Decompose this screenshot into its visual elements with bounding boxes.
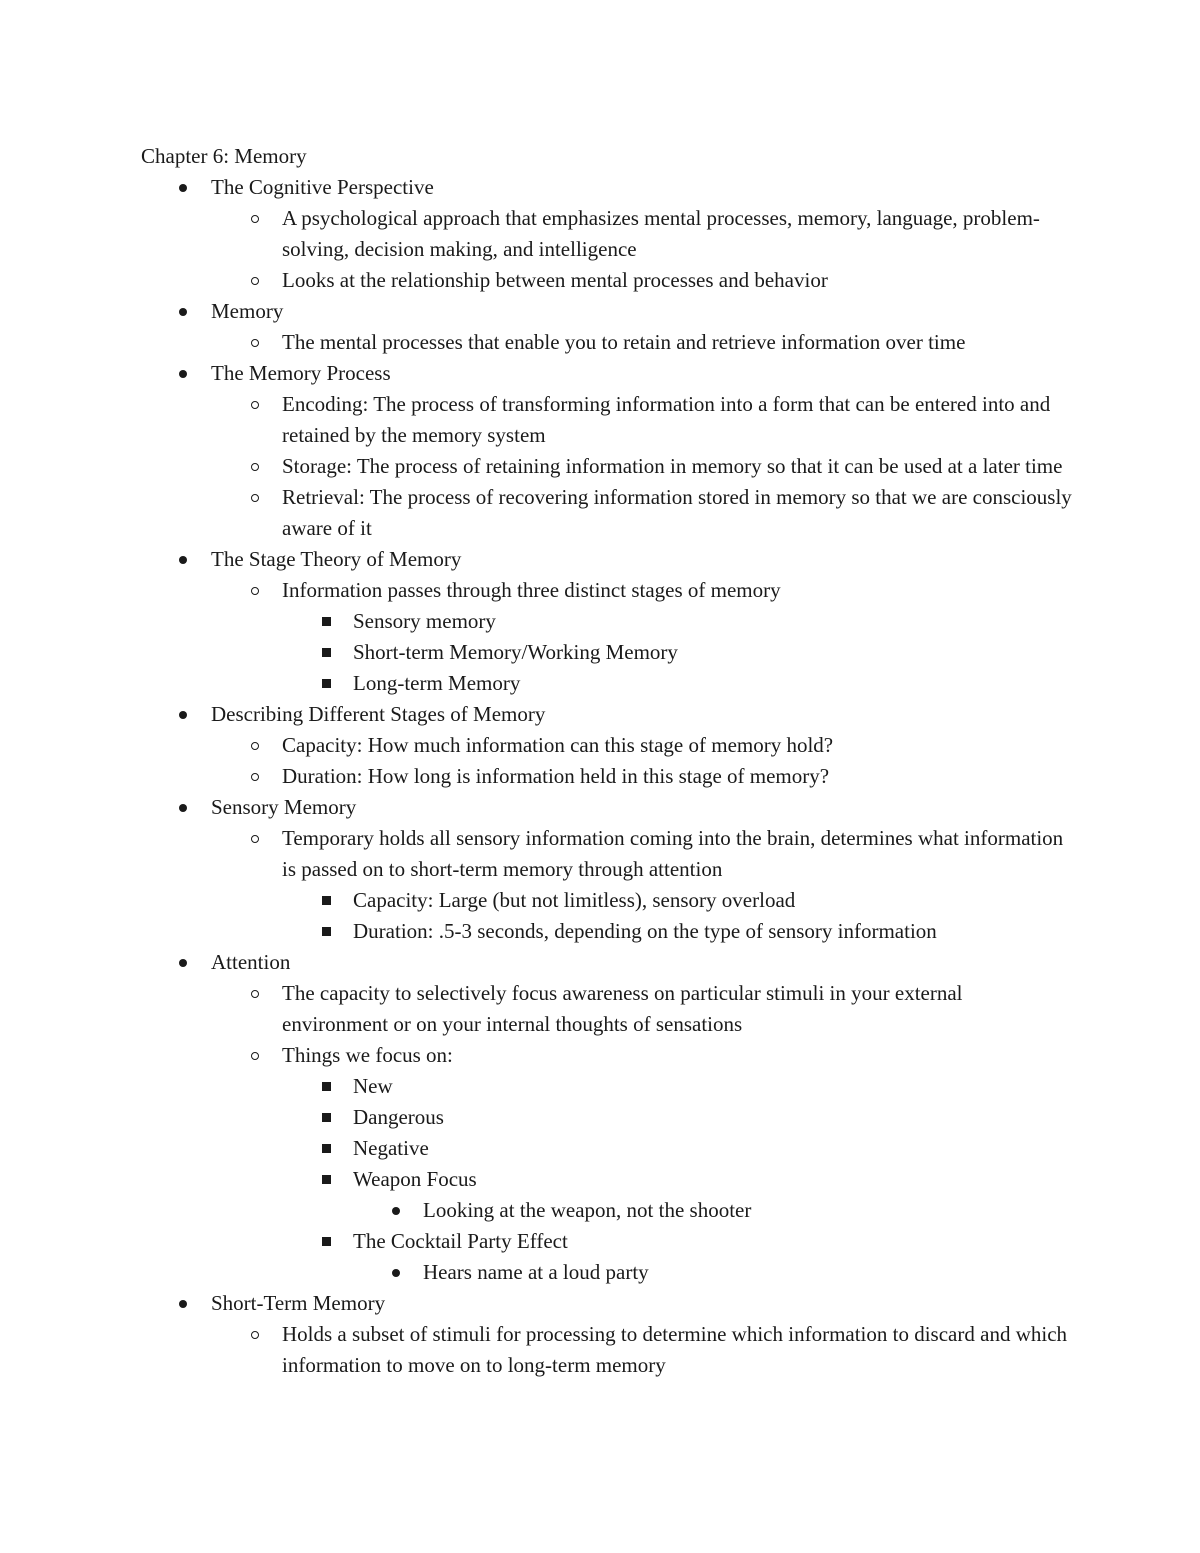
bullet-circle-icon [245, 1319, 265, 1350]
list-item-level-2 [0, 203, 1200, 265]
bullet-circle-icon [245, 761, 265, 792]
list-item-text: Short-term Memory/Working Memory [353, 640, 678, 664]
bullet-square-icon [316, 637, 336, 668]
list-item-level-2 [0, 1040, 1200, 1071]
list-item-text: The mental processes that enable you to retain and retrieve information over time [282, 330, 966, 354]
list-item-level-3 [0, 1164, 1200, 1195]
list-item-text: Short-Term Memory [211, 1291, 386, 1315]
list-item-level-3 [0, 637, 1200, 668]
list-item-level-2 [0, 265, 1200, 296]
bullet-square-icon [316, 606, 336, 637]
list-item-text: Things we focus on: [282, 1043, 453, 1067]
list-item-text: Duration: How long is information held in this stage of memory? [282, 764, 830, 788]
bullet-square-icon [316, 885, 336, 916]
list-item-level-1 [0, 792, 1200, 823]
list-item-level-1 [0, 544, 1200, 575]
list-item-level-2 [0, 451, 1200, 482]
bullet-disc-icon [173, 1288, 193, 1319]
list-item-text: Memory [211, 299, 284, 323]
list-item-text: Capacity: Large (but not limitless), sensory overload [353, 888, 796, 912]
list-item-level-2 [0, 575, 1200, 606]
list-item-text: Weapon Focus [353, 1167, 477, 1191]
list-item-level-1 [0, 358, 1200, 389]
list-item-level-3 [0, 606, 1200, 637]
bulleted-outline [0, 172, 1200, 1381]
bullet-circle-icon [245, 451, 265, 482]
list-item-text: Looking at the weapon, not the shooter [423, 1198, 752, 1222]
list-item-level-3 [0, 916, 1200, 947]
list-item-text: A psychological approach that emphasizes mental processes, memory, language, problem-solving, decision making, and intelligence [282, 206, 1040, 261]
bullet-disc-icon [173, 544, 193, 575]
list-item-text: Attention [211, 950, 291, 974]
bullet-circle-icon [245, 730, 265, 761]
list-item-text: The capacity to selectively focus awareness on particular stimuli in your external environment or on your internal thoughts of sensations [282, 981, 963, 1036]
page-title: Chapter 6: Memory [141, 144, 307, 168]
list-item-text: Storage: The process of retaining information in memory so that it can be used at a later time [282, 454, 1063, 478]
bullet-circle-icon [245, 482, 265, 513]
list-item-level-2 [0, 1319, 1200, 1381]
list-item-text: Long-term Memory [353, 671, 521, 695]
bullet-disc-icon [173, 358, 193, 389]
bullet-square-icon [316, 668, 336, 699]
list-item-text: New [353, 1074, 393, 1098]
bullet-square-icon [316, 1226, 336, 1257]
bullet-circle-icon [245, 575, 265, 606]
list-item-level-4 [0, 1195, 1200, 1226]
list-item-text: Temporary holds all sensory information coming into the brain, determines what information is passed on to short-term memory through attention [282, 826, 1064, 881]
list-item-level-3 [0, 885, 1200, 916]
list-item-text: Looks at the relationship between mental processes and behavior [282, 268, 828, 292]
bullet-circle-icon [245, 389, 265, 420]
list-item-text: Capacity: How much information can this stage of memory hold? [282, 733, 834, 757]
bullet-disc-icon [386, 1257, 406, 1288]
bullet-square-icon [316, 1071, 336, 1102]
list-item-level-2 [0, 482, 1200, 544]
bullet-disc-icon [386, 1195, 406, 1226]
list-item-level-2 [0, 823, 1200, 885]
bullet-square-icon [316, 1133, 336, 1164]
list-item-text: Negative [353, 1136, 429, 1160]
list-item-text: Holds a subset of stimuli for processing to determine which information to discard and which information to move on to long-term memory [282, 1322, 1068, 1377]
bullet-disc-icon [173, 792, 193, 823]
list-item-level-4 [0, 1257, 1200, 1288]
list-item-level-1 [0, 1288, 1200, 1319]
list-item-level-2 [0, 730, 1200, 761]
bullet-square-icon [316, 916, 336, 947]
list-item-text: Hears name at a loud party [423, 1260, 649, 1284]
bullet-square-icon [316, 1102, 336, 1133]
bullet-disc-icon [173, 699, 193, 730]
list-item-level-1 [0, 699, 1200, 730]
list-item-text: Describing Different Stages of Memory [211, 702, 546, 726]
list-item-level-2 [0, 978, 1200, 1040]
list-item-level-1 [0, 947, 1200, 978]
bullet-disc-icon [173, 172, 193, 203]
list-item-level-3 [0, 1102, 1200, 1133]
list-item-level-3 [0, 1071, 1200, 1102]
list-item-level-3 [0, 668, 1200, 699]
list-item-level-2 [0, 327, 1200, 358]
list-item-text: Duration: .5-3 seconds, depending on the type of sensory information [353, 919, 937, 943]
list-item-text: Information passes through three distinct stages of memory [282, 578, 781, 602]
bullet-circle-icon [245, 978, 265, 1009]
list-item-level-2 [0, 389, 1200, 451]
list-item-level-1 [0, 172, 1200, 203]
list-item-level-3 [0, 1133, 1200, 1164]
list-item-text: The Cocktail Party Effect [353, 1229, 568, 1253]
bullet-square-icon [316, 1164, 336, 1195]
list-item-level-2 [0, 761, 1200, 792]
bullet-circle-icon [245, 327, 265, 358]
bullet-circle-icon [245, 823, 265, 854]
list-item-text: The Cognitive Perspective [211, 175, 434, 199]
list-item-level-3 [0, 1226, 1200, 1257]
list-item-text: Sensory memory [353, 609, 496, 633]
list-item-text: Retrieval: The process of recovering information stored in memory so that we are consciously aware of it [282, 485, 1072, 540]
list-item-text: The Stage Theory of Memory [211, 547, 462, 571]
list-item-text: The Memory Process [211, 361, 391, 385]
bullet-circle-icon [245, 1040, 265, 1071]
bullet-circle-icon [245, 203, 265, 234]
bullet-disc-icon [173, 947, 193, 978]
list-item-level-1 [0, 296, 1200, 327]
list-item-text: Sensory Memory [211, 795, 357, 819]
list-item-text: Encoding: The process of transforming information into a form that can be entered into and retained by the memory system [282, 392, 1051, 447]
bullet-disc-icon [173, 296, 193, 327]
bullet-circle-icon [245, 265, 265, 296]
list-item-text: Dangerous [353, 1105, 444, 1129]
